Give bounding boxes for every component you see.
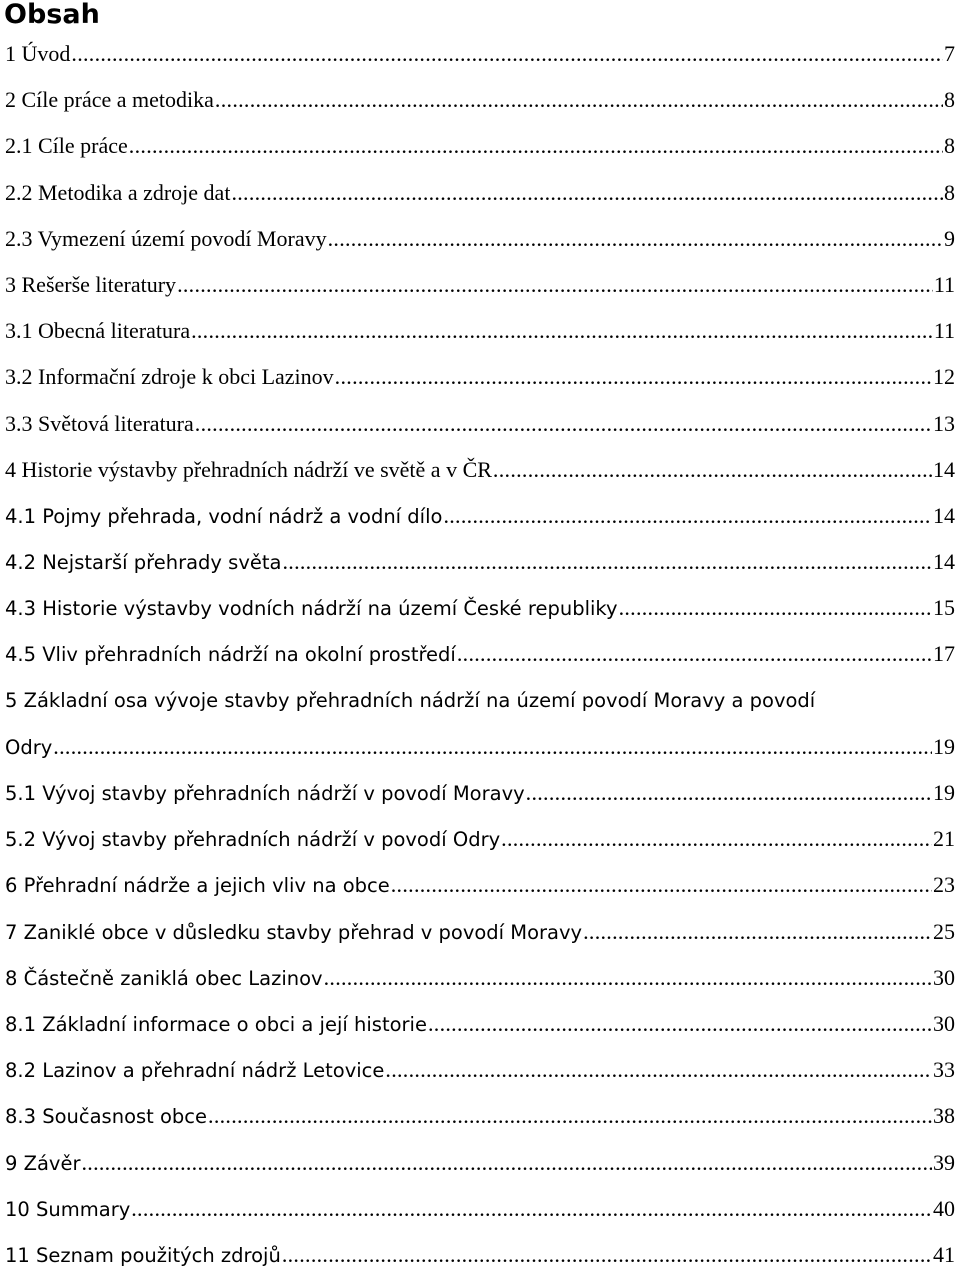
toc-entry-wrapped[interactable] <box>5 678 955 770</box>
toc-entry-label: 1 Úvod <box>5 41 71 66</box>
toc-entry-label: 10 Summary <box>5 1197 131 1221</box>
toc-page-number: 14 <box>933 549 955 575</box>
toc-entry-label: 2.1 Cíle práce <box>5 133 128 159</box>
toc-entry-label: 2 Cíle práce a metodika <box>5 87 214 113</box>
toc-entry[interactable] <box>5 1232 955 1278</box>
toc-page-number: 25 <box>933 918 955 944</box>
toc-entry[interactable] <box>5 1186 955 1232</box>
toc-dot-leader <box>282 539 932 585</box>
toc-page-number: 30 <box>933 964 955 990</box>
toc-page-number: 7 <box>944 41 955 66</box>
toc-dot-leader <box>619 585 932 631</box>
toc-page-number: 11 <box>933 271 955 297</box>
toc-dot-leader <box>428 1001 932 1047</box>
toc-entry-label: 2.3 Vymezení území povodí Moravy <box>5 225 327 251</box>
toc-entry-label: 3 Rešerše literatury <box>5 271 177 297</box>
toc-entry-label: 7 Zaniklé obce v důsledku stavby přehrad v povodí Moravy <box>5 920 583 944</box>
toc-entry-label-line1 <box>5 678 955 724</box>
toc-page-number: 8 <box>944 87 955 113</box>
toc-dot-leader <box>53 724 932 770</box>
toc-page-number: 8 <box>944 179 955 205</box>
toc-entry[interactable] <box>5 816 955 862</box>
toc-page-number: 14 <box>933 502 955 528</box>
toc-entry[interactable] <box>5 862 955 908</box>
toc-entry-label: 8.3 Současnost obce <box>5 1105 208 1129</box>
toc-page-number: 40 <box>933 1195 955 1221</box>
toc-entry-label: 8.1 Základní informace o obci a její historie <box>5 1012 427 1036</box>
toc-page-number: 23 <box>933 872 955 898</box>
toc-entry[interactable] <box>5 354 955 400</box>
toc-page-number: 17 <box>933 641 955 667</box>
toc-entry-line2 <box>5 724 955 770</box>
toc-dot-leader <box>129 123 943 169</box>
toc-entry-label: 8.2 Lazinov a přehradní nádrž Letovice <box>5 1059 385 1083</box>
toc-entry-label: 5 Základní osa vývoje stavby přehradních nádrží na území povodí Moravy a povodí <box>5 688 816 712</box>
toc-dot-leader <box>526 770 932 816</box>
toc-entry[interactable] <box>5 585 955 631</box>
toc-page-number: 38 <box>933 1103 955 1129</box>
toc-dot-leader <box>391 862 932 908</box>
toc-entry[interactable] <box>5 262 955 308</box>
toc-entry[interactable] <box>5 1047 955 1093</box>
toc-entry-label: 3.3 Světová literatura <box>5 410 194 436</box>
toc-entry-label: 4.3 Historie výstavby vodních nádrží na území České republiky <box>5 597 618 621</box>
toc-dot-leader <box>195 401 932 447</box>
toc-page-number: 33 <box>933 1057 955 1083</box>
toc-dot-leader <box>177 262 933 308</box>
toc-entry[interactable] <box>5 123 955 169</box>
toc-dot-leader <box>501 816 932 862</box>
toc-page-number: 39 <box>933 1149 955 1175</box>
toc-dot-leader <box>328 216 943 262</box>
toc-dot-leader <box>324 955 932 1001</box>
toc-entry-label: 4.5 Vliv přehradních nádrží na okolní prostředí <box>5 643 456 667</box>
table-of-contents <box>5 31 955 1278</box>
toc-entry-label: 11 Seznam použitých zdrojů <box>5 1243 281 1267</box>
toc-page-number: 14 <box>933 456 955 482</box>
toc-page-number: 8 <box>944 133 955 159</box>
toc-entry-label: 5.2 Vývoj stavby přehradních nádrží v povodí Odry <box>5 828 501 852</box>
toc-entry[interactable] <box>5 909 955 955</box>
toc-page-number: 15 <box>933 595 955 621</box>
toc-page-number: 30 <box>933 1010 955 1036</box>
toc-entry[interactable] <box>5 1001 955 1047</box>
toc-entry[interactable] <box>5 955 955 1001</box>
toc-entry-label: 4 Historie výstavby přehradních nádrží ve světě a v ČR <box>5 456 492 482</box>
toc-entry[interactable] <box>5 216 955 262</box>
toc-entry-label: 4.1 Pojmy přehrada, vodní nádrž a vodní dílo <box>5 504 443 528</box>
toc-page-number: 19 <box>933 780 955 806</box>
toc-dot-leader <box>443 493 932 539</box>
toc-entry-label: 4.2 Nejstarší přehrady světa <box>5 551 282 575</box>
toc-entry-label: 3.1 Obecná literatura <box>5 318 191 344</box>
toc-dot-leader <box>385 1047 932 1093</box>
toc-dot-leader <box>71 31 943 77</box>
toc-entry[interactable] <box>5 77 955 123</box>
toc-dot-leader <box>493 447 932 493</box>
toc-entry[interactable] <box>5 1140 955 1186</box>
toc-entry[interactable] <box>5 631 955 677</box>
toc-dot-leader <box>457 631 932 677</box>
toc-entry-label: 3.2 Informační zdroje k obci Lazinov <box>5 364 334 390</box>
toc-entry[interactable] <box>5 31 955 77</box>
toc-entry-label: 2.2 Metodika a zdroje dat <box>5 179 231 205</box>
toc-entry-label: 8 Částečně zaniklá obec Lazinov <box>5 966 323 990</box>
toc-page-number: 41 <box>933 1241 955 1267</box>
toc-page-number: 19 <box>933 733 955 759</box>
toc-page-number: 9 <box>944 225 955 251</box>
toc-entry[interactable] <box>5 447 955 493</box>
toc-entry-label: 9 Závěr <box>5 1151 81 1175</box>
toc-entry[interactable] <box>5 1093 955 1139</box>
toc-page-number: 21 <box>933 826 955 852</box>
toc-entry[interactable] <box>5 308 955 354</box>
toc-dot-leader <box>81 1140 932 1186</box>
toc-dot-leader <box>335 354 932 400</box>
toc-entry[interactable] <box>5 539 955 585</box>
toc-entry-label: Odry <box>5 735 53 759</box>
toc-dot-leader <box>191 308 933 354</box>
toc-title: Obsah <box>4 0 100 30</box>
toc-dot-leader <box>208 1093 932 1139</box>
toc-entry[interactable] <box>5 401 955 447</box>
toc-entry[interactable] <box>5 770 955 816</box>
toc-dot-leader <box>131 1186 932 1232</box>
toc-dot-leader <box>231 170 943 216</box>
toc-entry-label: 6 Přehradní nádrže a jejich vliv na obce <box>5 874 390 898</box>
toc-dot-leader <box>282 1232 932 1278</box>
toc-entry-label: 5.1 Vývoj stavby přehradních nádrží v povodí Moravy <box>5 782 525 806</box>
toc-page-number: 13 <box>933 410 955 436</box>
toc-page-number: 11 <box>933 318 955 344</box>
toc-dot-leader <box>583 909 932 955</box>
toc-page-number: 12 <box>933 364 955 390</box>
toc-entry[interactable] <box>5 170 955 216</box>
toc-entry[interactable] <box>5 493 955 539</box>
toc-dot-leader <box>215 77 943 123</box>
